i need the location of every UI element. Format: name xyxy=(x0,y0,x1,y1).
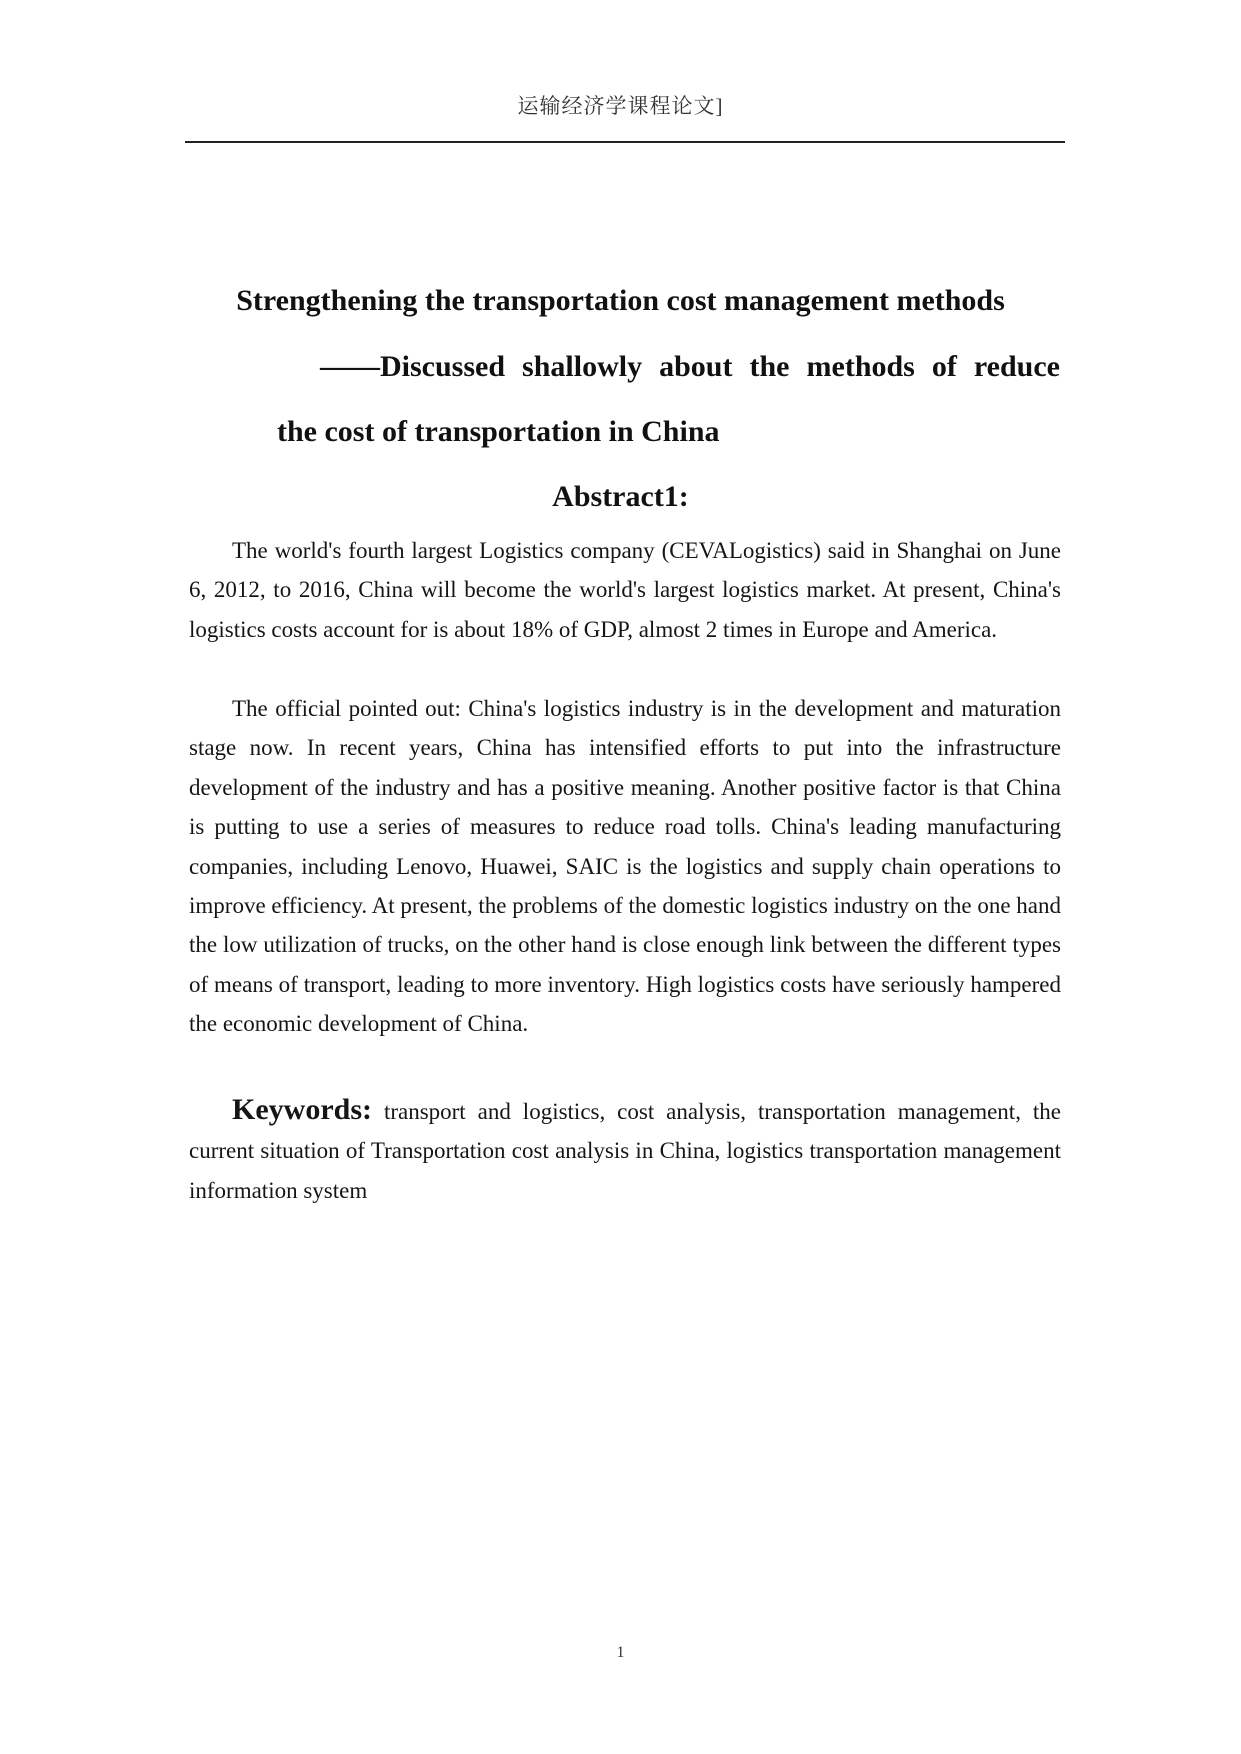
page-number: 1 xyxy=(616,1644,625,1661)
title-line-1: Strengthening the transportation cost management methods xyxy=(236,284,1005,317)
keywords-block xyxy=(189,1090,1061,1210)
keywords-text: transport and logistics, cost analysis, transportation management, the current situation of Transportation cost analysis in China, logistics transportation management information system xyxy=(189,1099,1061,1203)
title-line-3: the cost of transportation in China xyxy=(277,415,720,448)
keywords-label: Keywords: xyxy=(232,1093,372,1126)
title-line-2: ——Discussed shallowly about the methods of reduce xyxy=(320,350,1060,383)
header-rule xyxy=(185,141,1065,143)
abstract-paragraph-1: The world's fourth largest Logistics company (CEVALogistics) said in Shanghai on June 6, 2012, to 2016, China will become the world's largest logistics market. At present, China's logistics costs account for is about 18% of GDP, almost 2 times in Europe and America. xyxy=(189,538,1061,642)
running-header: 运输经济学课程论文] xyxy=(517,94,724,118)
abstract-paragraph-1-block xyxy=(189,531,1061,649)
abstract-paragraph-2: The official pointed out: China's logistics industry is in the development and maturation stage now. In recent years, China has intensified efforts to put into the infrastructure development of the industry and has a positive meaning. Another positive factor is that China is putting to use a series of measures to reduce road tolls. China's leading manufacturing companies, including Lenovo, Huawei, SAIC is the logistics and supply chain operations to improve efficiency. At present, the problems of the domestic logistics industry on the one hand the low utilization of trucks, on the other hand is close enough link between the different types of means of transport, leading to more inventory. High logistics costs have seriously hampered the economic development of China. xyxy=(189,696,1061,1037)
abstract-heading: Abstract1: xyxy=(552,480,689,513)
abstract-paragraph-2-block xyxy=(189,689,1061,1044)
